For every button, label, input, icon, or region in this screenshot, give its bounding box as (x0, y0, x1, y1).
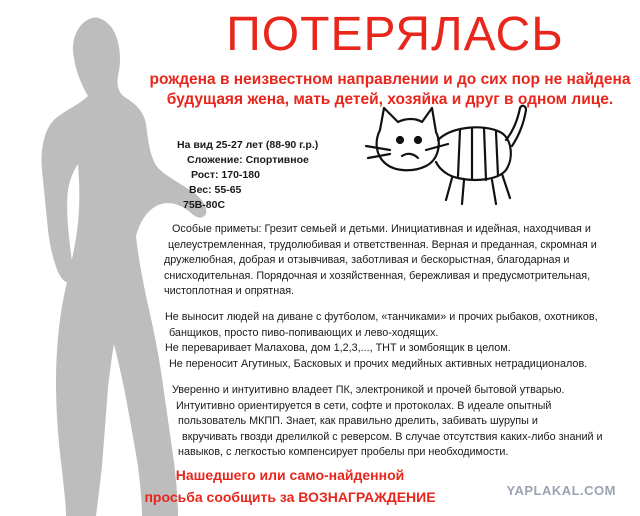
dislikes-paragraph (165, 310, 598, 372)
stat-build: Сложение: Спортивное (187, 154, 309, 166)
cat-drawing-image (360, 100, 540, 210)
subtitle (145, 70, 635, 110)
stat-height: Рост: 170-180 (191, 169, 260, 181)
stat-weight: Вес: 55-65 (189, 184, 242, 196)
stat-size: 75В-80С (183, 199, 226, 211)
text-line: дружелюбная, добрая и отзывчивая, заботливая и бескорыстная, благодарная и (164, 254, 570, 266)
text-line: Не переносит Агутиных, Басковых и прочих медийных активных нетрадиционалов. (169, 357, 588, 370)
text-line: Не переваривает Малахова, дом 1,2,3,..., ТНТ и зомбоящик в целом. (165, 342, 511, 354)
subtitle-line: рождена в неизвестном направлении и до сих пор не найдена (149, 71, 631, 88)
footer-line: просьба сообщить за ВОЗНАГРАЖДЕНИЕ (144, 489, 436, 505)
text-line: Особые приметы: Грезит семьей и детьми. Инициативная и идейная, находчивая и (172, 223, 591, 235)
text-line: Уверенно и интуитивно владеет ПК, электроникой и прочей бытовой утварью. (172, 384, 565, 396)
footer-reward-notice (130, 464, 450, 508)
text-line: вкручивать гвозди дрелилкой с реверсом. В случае отсутствия каких-либо знаний и (182, 430, 603, 443)
text-line: Интуитивно ориентируется в сети, софте и протоколах. В идеале опытный (176, 399, 552, 412)
skills-paragraph (172, 383, 603, 461)
page-title: ПОТЕРЯЛАСЬ (226, 8, 564, 61)
text-line: навыков, с легкостью компенсирует пробелы при необходимости. (178, 446, 509, 458)
watermark: YAPLAKAL.COM (506, 483, 616, 498)
text-line: снисходительная. Порядочная и хозяйственная, бережливая и предусмотрительная, (164, 269, 591, 282)
subtitle-line: будущаяя жена, мать детей, хозяйка и друг в одном лице. (166, 91, 614, 108)
text-line: Не выносит людей на диване с футболом, «танчиками» и прочих рыбаков, охотников, (165, 311, 598, 323)
text-line: чистоплотная и опрятная. (164, 285, 295, 297)
text-line: банщиков, просто пиво-попивающих и лево-ходящих. (169, 326, 439, 339)
stats-block (177, 138, 318, 213)
text-line: пользователь МКПП. Знает, как правильно дрелить, забивать шурупы и (178, 415, 538, 427)
features-paragraph (164, 222, 597, 300)
stat-age: На вид 25-27 лет (88-90 г.р.) (177, 139, 319, 151)
footer-line: Нашедшего или само-найденной (175, 467, 405, 483)
text-line: целеустремленная, трудолюбивая и ответственная. Верная и преданная, скромная и (168, 238, 597, 251)
